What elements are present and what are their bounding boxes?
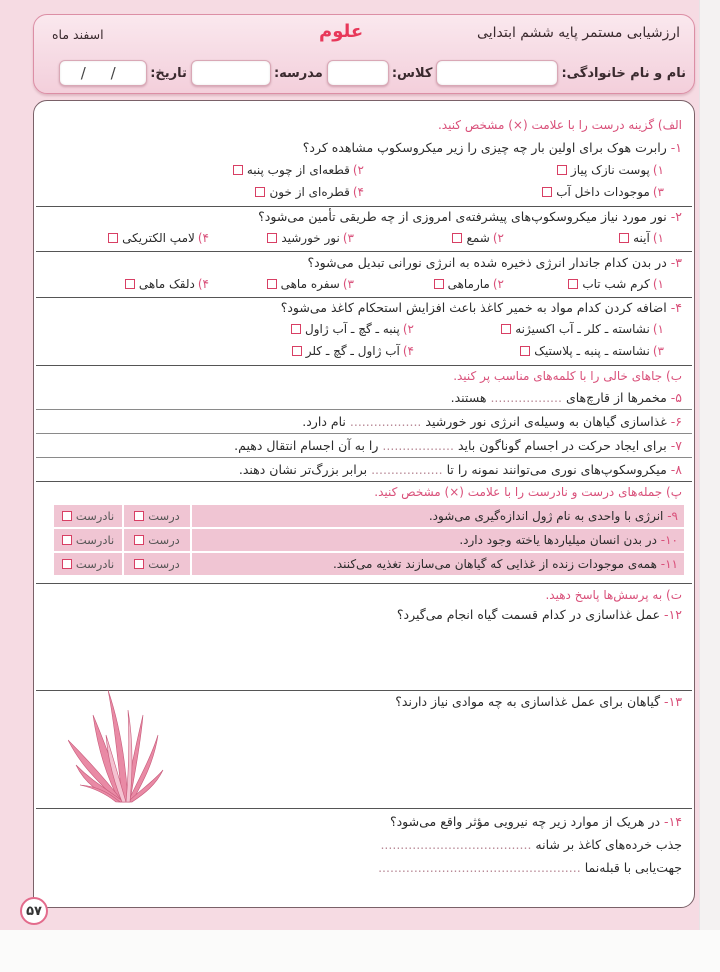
q2-option-1[interactable]: ۱) آینه (619, 231, 664, 245)
q3-option-1[interactable]: ۱) کرم شب تاب (568, 277, 664, 291)
page-number: ۵۷ (20, 897, 48, 925)
checkbox-icon[interactable] (108, 233, 118, 243)
q3-option-3[interactable]: ۳) سفره ماهی (267, 277, 354, 291)
statement: ۱۱- همه‌ی موجودات زنده از غذایی که گیاهان می‌سازند تغذیه می‌کنند. (190, 553, 684, 575)
checkbox-icon[interactable] (542, 187, 552, 197)
q14-item-1: جذب خرده‌های کاغذ بر شانه ...................................... (380, 837, 682, 852)
q3-option-4[interactable]: ۴) دلقک ماهی (125, 277, 209, 291)
worksheet-header (33, 14, 695, 94)
section-c-title: پ) جمله‌های درست و نادرست را با علامت (×) مشخص کنید. (374, 485, 682, 499)
true-false-row (54, 529, 684, 551)
false-option[interactable]: نادرست (54, 529, 122, 551)
question-8: ۸- میکروسکوپ‌های نوری می‌توانند نمونه را تا .................. برابر بزرگ‌تر نشان دهند. (238, 462, 682, 477)
answer-blank[interactable]: .................. (371, 462, 443, 477)
divider (36, 365, 692, 366)
question-4: ۴- اضافه کردن کدام مواد به خمیر کاغذ باعث افزایش استحکام کاغذ می‌شود؟ (280, 300, 682, 315)
name-label: نام و نام خانوادگی: (561, 65, 686, 81)
q4-option-4[interactable]: ۴) آب ژاول ـ گچ ـ کلر (292, 344, 414, 358)
school-field[interactable] (191, 60, 271, 86)
subject-title: علوم (319, 21, 364, 42)
checkbox-icon[interactable] (434, 279, 444, 289)
answer-blank[interactable]: .................. (382, 438, 454, 453)
checkbox-icon[interactable] (62, 559, 72, 569)
checkbox-icon[interactable] (557, 165, 567, 175)
checkbox-icon[interactable] (233, 165, 243, 175)
q2-option-3[interactable]: ۳) نور خورشید (267, 231, 354, 245)
answer-blank[interactable]: .................. (490, 390, 562, 405)
answer-blank[interactable]: ................................................... (378, 860, 581, 875)
date-label: تاریخ: (150, 65, 187, 81)
q1-option-3[interactable]: ۳) موجودات داخل آب (542, 185, 664, 199)
statement: ۱۰- در بدن انسان میلیاردها یاخته وجود دارد. (190, 529, 684, 551)
true-option[interactable]: درست (122, 505, 190, 527)
checkbox-icon[interactable] (520, 346, 530, 356)
q4-option-1[interactable]: ۱) نشاسته ـ کلر ـ آب اکسیژنه (501, 322, 664, 336)
checkbox-icon[interactable] (267, 233, 277, 243)
checkbox-icon[interactable] (134, 559, 144, 569)
q1-option-1[interactable]: ۱) پوست نازک پیاز (557, 163, 664, 177)
checkbox-icon[interactable] (292, 346, 302, 356)
divider (36, 251, 692, 252)
divider (36, 808, 692, 809)
checkbox-icon[interactable] (619, 233, 629, 243)
divider (36, 481, 692, 482)
question-7: ۷- برای ایجاد حرکت در اجسام گوناگون باید .................. را به آن اجسام انتقال دهیم. (234, 438, 682, 453)
date-field[interactable]: / / (59, 60, 147, 86)
q4-option-3[interactable]: ۳) نشاسته ـ پنبه ـ پلاستیک (520, 344, 664, 358)
checkbox-icon[interactable] (267, 279, 277, 289)
q2-option-4[interactable]: ۴) لامپ الکتریکی (108, 231, 209, 245)
checkbox-icon[interactable] (62, 511, 72, 521)
true-option[interactable]: درست (122, 553, 190, 575)
checkbox-icon[interactable] (452, 233, 462, 243)
true-false-row (54, 505, 684, 527)
class-label: کلاس: (391, 65, 433, 81)
section-b-title: ب) جاهای خالی را با کلمه‌های مناسب پر کنید. (453, 369, 682, 383)
answer-blank[interactable]: .................. (349, 414, 422, 429)
divider (36, 457, 692, 458)
checkbox-icon[interactable] (125, 279, 135, 289)
divider (36, 583, 692, 584)
checkbox-icon[interactable] (291, 324, 301, 334)
question-6: ۶- غذاسازی گیاهان به وسیله‌ی انرژی نور خورشید .................. نام دارد. (302, 414, 682, 429)
section-a-title: الف) گزینه درست را با علامت (×) مشخص کنید. (437, 118, 682, 132)
question-2: ۲- نور مورد نیاز میکروسکوپ‌های پیشرفته‌ی امروزی از چه طریقی تأمین می‌شود؟ (258, 209, 682, 224)
divider (36, 409, 692, 410)
checkbox-icon[interactable] (134, 511, 144, 521)
page-bottom-margin (0, 930, 720, 972)
question-5: ۵- مخمرها از قارچ‌های .................. هستند. (450, 390, 682, 405)
q14-item-2: جهت‌یابی با قبله‌نما ................................................... (378, 860, 682, 875)
true-option[interactable]: درست (122, 529, 190, 551)
q2-option-2[interactable]: ۲) شمع (452, 231, 504, 245)
page-margin (700, 0, 720, 930)
month-label: اسفند ماه (52, 27, 104, 42)
false-option[interactable]: نادرست (54, 505, 122, 527)
section-d-title: ت) به پرسش‌ها پاسخ دهید. (545, 588, 682, 602)
divider (36, 297, 692, 298)
false-option[interactable]: نادرست (54, 553, 122, 575)
answer-blank[interactable]: ...................................... (380, 837, 532, 852)
question-1: ۱- رابرت هوک برای اولین بار چه چیزی را زیر میکروسکوپ مشاهده کرد؟ (302, 140, 682, 155)
true-false-row (54, 553, 684, 575)
plant-illustration-icon (68, 690, 168, 805)
divider (36, 206, 692, 207)
q3-option-2[interactable]: ۲) مارماهی (434, 277, 504, 291)
statement: ۹- انرژی با واحدی به نام ژول اندازه‌گیری می‌شود. (190, 505, 684, 527)
question-3: ۳- در بدن کدام جاندار انرژی ذخیره شده به انرژی نورانی تبدیل می‌شود؟ (307, 255, 682, 270)
checkbox-icon[interactable] (62, 535, 72, 545)
divider (36, 433, 692, 434)
name-field[interactable] (436, 60, 558, 86)
question-12: ۱۲- عمل غذاسازی در کدام قسمت گیاه انجام می‌گیرد؟ (396, 607, 682, 622)
q4-option-2[interactable]: ۲) پنبه ـ گچ ـ آب ژاول (291, 322, 414, 336)
answer-area-12[interactable] (44, 627, 684, 687)
q1-option-2[interactable]: ۲) قطعه‌ای از چوب پنبه (233, 163, 364, 177)
student-info-row (42, 59, 686, 87)
q1-option-4[interactable]: ۴) قطره‌ای از خون (255, 185, 364, 199)
worksheet-title: ارزشیابی مستمر پایه ششم ابتدایی (477, 25, 680, 41)
checkbox-icon[interactable] (568, 279, 578, 289)
question-13: ۱۳- گیاهان برای عمل غذاسازی به چه موادی نیاز دارند؟ (395, 694, 682, 709)
question-14: ۱۴- در هریک از موارد زیر چه نیرویی مؤثر واقع می‌شود؟ (389, 814, 682, 829)
checkbox-icon[interactable] (501, 324, 511, 334)
checkbox-icon[interactable] (134, 535, 144, 545)
school-label: مدرسه: (273, 65, 323, 81)
class-field[interactable] (327, 60, 389, 86)
checkbox-icon[interactable] (255, 187, 265, 197)
